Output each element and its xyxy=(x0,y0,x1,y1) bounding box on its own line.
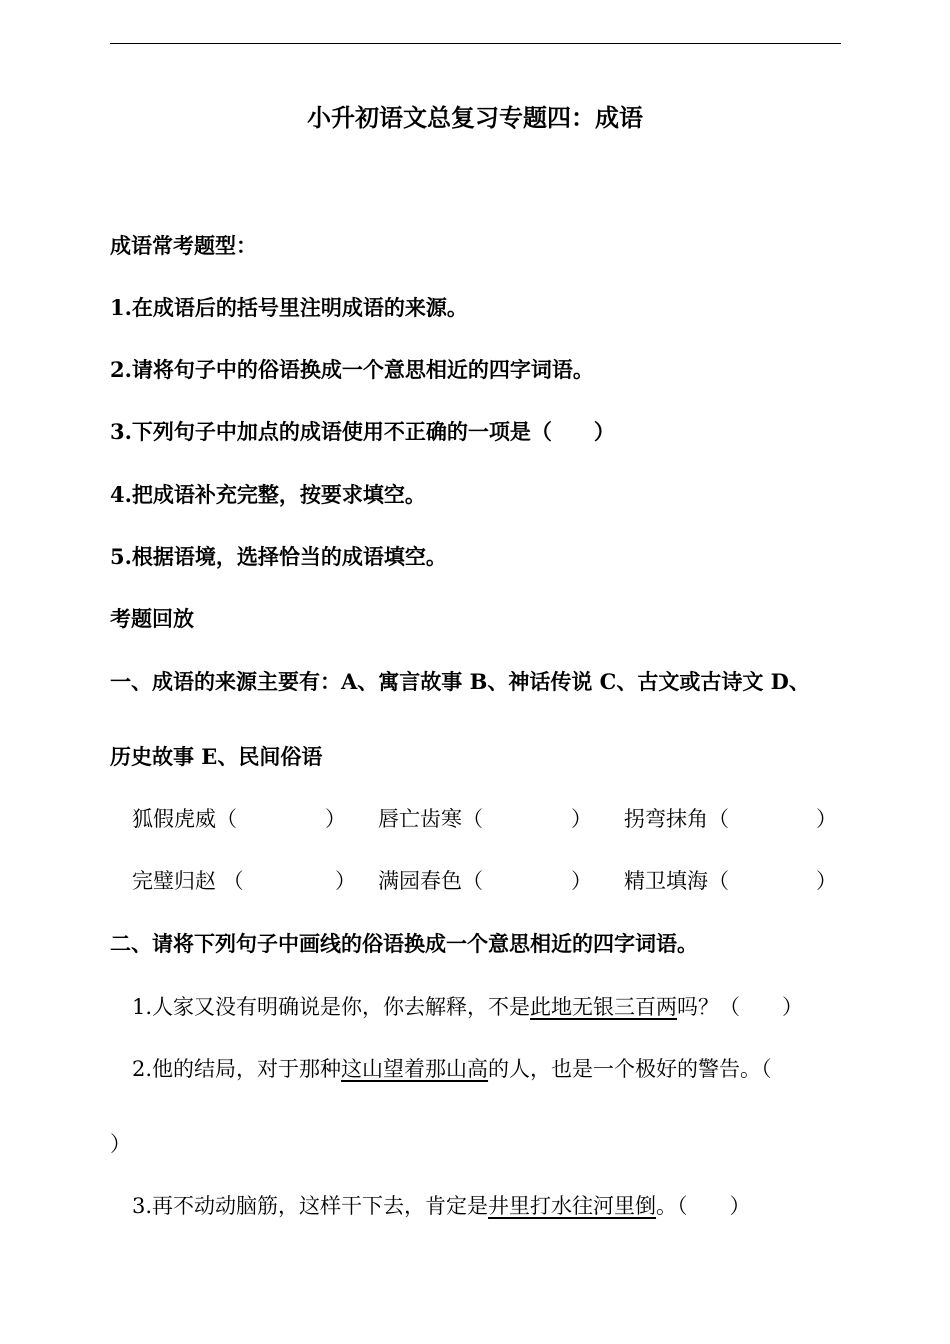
idiom-close-paren: ） xyxy=(816,869,837,893)
idiom-item: 完璧归赵 （ xyxy=(132,869,244,893)
idiom-item: 精卫填海（ xyxy=(624,869,729,893)
type-item-3: 3.下列句子中加点的成语使用不正确的一项是（ ） xyxy=(110,419,615,444)
type-item-2: 2.请将句子中的俗语换成一个意思相近的四字词语。 xyxy=(110,357,594,382)
question-1-line-2: 历史故事 E、民间俗语 xyxy=(110,744,323,769)
sentence-2 xyxy=(132,1055,772,1083)
question-1-line-1: 一、成语的来源主要有：A、寓言故事 B、神话传说 C、古文或古诗文 D、 xyxy=(110,669,810,694)
sentence-3-underlined: 井里打水往河里倒 xyxy=(488,1194,657,1218)
type-item-1: 1.在成语后的括号里注明成语的来源。 xyxy=(110,295,468,320)
sentence-2-pre: 2.他的结局，对于那种 xyxy=(132,1057,342,1081)
idiom-close-paren: ） xyxy=(325,807,346,831)
sentence-1-pre: 1.人家又没有明确说是你，你去解释，不是 xyxy=(132,995,531,1019)
type-item-5: 5.根据语境，选择恰当的成语填空。 xyxy=(110,544,447,569)
header-rule xyxy=(110,43,841,44)
idiom-close-paren: ） xyxy=(816,807,837,831)
sentence-1-underlined: 此地无银三百两 xyxy=(530,995,678,1019)
sentence-3 xyxy=(132,1192,751,1220)
sentence-3-pre: 3.再不动动脑筋，这样干下去，肯定是 xyxy=(132,1194,489,1218)
sentence-1 xyxy=(132,993,803,1021)
page-title: 小升初语文总复习专题四：成语 xyxy=(307,103,643,132)
question-2-heading: 二、请将下列句子中画线的俗语换成一个意思相近的四字词语。 xyxy=(110,931,698,956)
idiom-close-paren: ） xyxy=(571,869,592,893)
types-heading: 成语常考题型： xyxy=(110,233,257,258)
type-item-4: 4.把成语补充完整，按要求填空。 xyxy=(110,482,426,507)
idiom-close-paren: ） xyxy=(571,807,592,831)
idiom-item: 唇亡齿寒（ xyxy=(378,807,483,831)
sentence-1-post: 吗？（ ） xyxy=(677,995,804,1019)
idiom-item: 狐假虎威（ xyxy=(132,807,237,831)
review-heading: 考题回放 xyxy=(110,606,194,631)
sentence-2-continuation: ） xyxy=(110,1132,131,1156)
idiom-item: 满园春色（ xyxy=(378,869,483,893)
sentence-2-underlined: 这山望着那山高 xyxy=(341,1057,489,1081)
idiom-item: 拐弯抹角（ xyxy=(624,807,729,831)
sentence-2-post: 的人，也是一个极好的警告。（ xyxy=(488,1057,772,1081)
sentence-3-post: 。（ ） xyxy=(656,1194,751,1218)
idiom-close-paren: ） xyxy=(335,869,356,893)
